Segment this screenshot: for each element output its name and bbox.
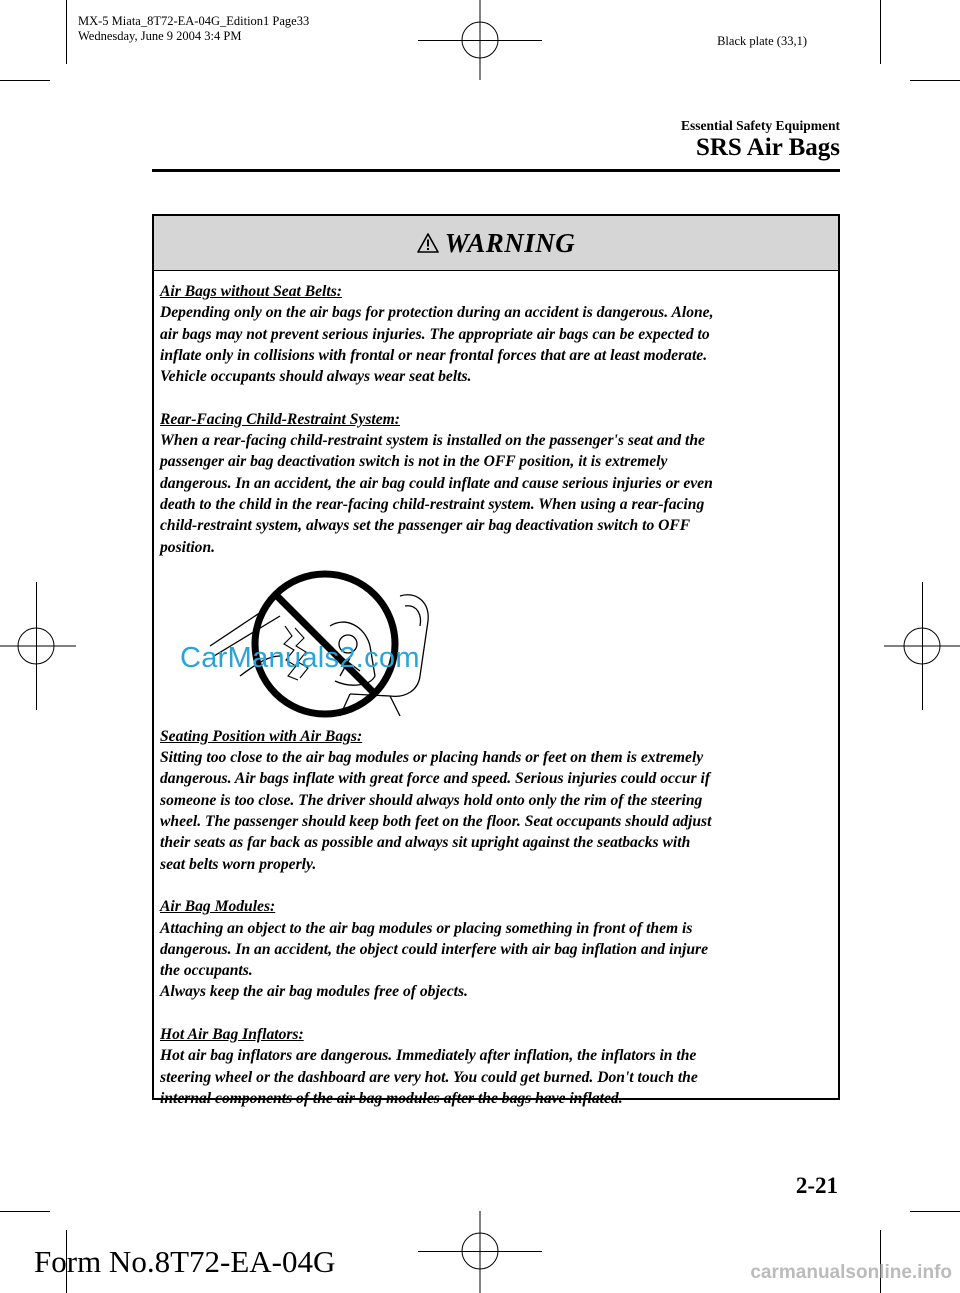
block-line: air bags may not prevent serious injuries. The appropriate air bags can be expected to	[160, 325, 710, 343]
warning-block-seat-belts	[160, 281, 832, 387]
warning-triangle-icon	[417, 233, 439, 253]
block-line: dangerous. In an accident, the object could interfere with air bag inflation and injure	[160, 940, 709, 958]
block-line: position.	[160, 538, 216, 556]
block-line: Depending only on the air bags for protection during an accident is dangerous. Alone,	[160, 304, 714, 322]
block-line: steering wheel or the dashboard are very hot. You could get burned. Don't touch the	[160, 1068, 698, 1086]
block-line: dangerous. In an accident, the air bag could inflate and cause serious injuries or even	[160, 474, 713, 492]
plate-label: Black plate (33,1)	[717, 34, 807, 48]
block-line: child-restraint system, always set the passenger air bag deactivation switch to OFF	[160, 517, 691, 535]
block-heading: Seating Position with Air Bags:	[160, 727, 363, 745]
warning-header	[154, 216, 838, 271]
warning-body	[154, 271, 838, 1109]
child-seat-illustration	[160, 566, 832, 718]
block-heading: Rear-Facing Child-Restraint System:	[160, 410, 400, 428]
warning-block-child-restraint	[160, 409, 832, 558]
block-line: someone is too close. The driver should always hold onto only the rim of the steering	[160, 791, 703, 809]
block-heading: Air Bag Modules:	[160, 898, 276, 916]
block-line: Sitting too close to the air bag modules or placing hands or feet on them is extremely	[160, 749, 704, 767]
block-line: dangerous. Air bags inflate with great force and speed. Serious injuries could occur if	[160, 770, 711, 788]
page-number: 2-21	[795, 1173, 838, 1198]
block-line: seat belts worn properly.	[160, 855, 317, 873]
block-line: death to the child in the rear-facing child-restraint system. When using a rear-facing	[160, 495, 705, 513]
block-line: internal components of the air bag modules after the bags have inflated.	[160, 1089, 623, 1107]
warning-block-modules	[160, 896, 832, 1002]
block-line: the occupants.	[160, 962, 253, 980]
block-heading: Hot Air Bag Inflators:	[160, 1026, 304, 1044]
watermark-text: CarManuals2.com	[180, 641, 420, 674]
site-watermark: carmanualsonline.info	[750, 1262, 952, 1283]
section-label: Essential Safety Equipment	[680, 118, 840, 133]
warning-title: WARNING	[444, 227, 576, 258]
form-number: Form No.8T72-EA-04G	[34, 1244, 336, 1279]
block-line: Always keep the air bag modules free of objects.	[160, 983, 468, 1001]
title-rule	[152, 169, 840, 172]
warning-block-hot-inflators	[160, 1024, 832, 1109]
block-line: wheel. The passenger should keep both feet on the floor. Seat occupants should adjust	[160, 813, 712, 831]
block-line: Attaching an object to the air bag modules or placing something in front of them is	[160, 919, 693, 937]
block-heading: Air Bags without Seat Belts:	[160, 283, 342, 300]
print-meta-file: MX-5 Miata_8T72-EA-04G_Edition1 Page33	[78, 14, 310, 28]
block-line: When a rear-facing child-restraint system is installed on the passenger's seat and the	[160, 432, 705, 450]
block-line: inflate only in collisions with frontal or near frontal forces that are at least moderate.	[160, 346, 708, 364]
block-line: Vehicle occupants should always wear seat belts.	[160, 368, 472, 386]
warning-box	[152, 214, 840, 1107]
print-meta-date: Wednesday, June 9 2004 3:4 PM	[78, 29, 242, 43]
warning-block-seating-position	[160, 726, 832, 875]
section-title: SRS Air Bags	[695, 134, 840, 161]
block-line: passenger air bag deactivation switch is not in the OFF position, it is extremely	[160, 453, 668, 471]
block-line: their seats as far back as possible and always sit upright against the seatbacks with	[160, 834, 691, 852]
block-line: Hot air bag inflators are dangerous. Immediately after inflation, the inflators in the	[160, 1047, 697, 1065]
